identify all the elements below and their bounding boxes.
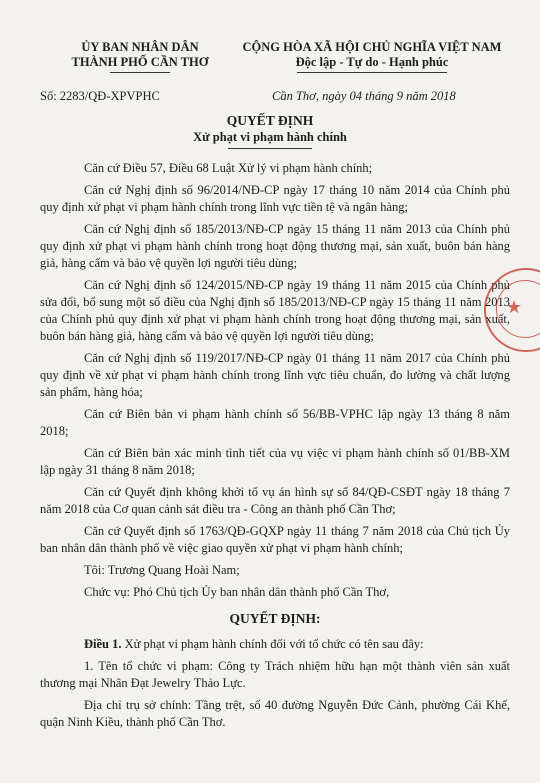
document-body [40, 160, 510, 736]
violator-name: 1. Tên tổ chức vi phạm: Công ty Trách nhiệm hữu hạn một thành viên sản xuất thương mại Nhân Đạt Jewelry Thảo Lực. [40, 659, 510, 690]
article-1 [40, 636, 510, 653]
document-title: QUYẾT ĐỊNH [226, 113, 314, 128]
country-name: CỘNG HÒA XÃ HỘI CHỦ NGHĨA VIỆT NAM [242, 40, 502, 54]
motto: Độc lập - Tự do - Hạnh phúc [295, 55, 449, 69]
subtitle-underline [228, 148, 312, 149]
document-date: Cần Thơ, ngày 04 tháng 9 năm 2018 [272, 89, 456, 103]
star-icon: ★ [506, 297, 523, 317]
document-number: Số: 2283/QĐ-XPVPHC [40, 89, 160, 103]
legal-basis-7: Căn cứ Biên bản xác minh tình tiết của vụ việc vi phạm hành chính số 01/BB-XM lập ngày 31 tháng 8 năm 2018; [40, 446, 510, 477]
signer-name: Tôi: Trương Quang Hoài Nam; [84, 563, 240, 577]
legal-basis-3: Căn cứ Nghị định số 185/2013/NĐ-CP ngày 15 tháng 11 năm 2013 của Chính phủ quy định xử phạt vi phạm hành chính trong hoạt động thương mại, sản xuất, buôn bán hàng giả, hàng cấm và bảo vệ quyền lợi người tiêu dùng; [40, 222, 510, 270]
motto-underline [297, 72, 447, 73]
legal-basis-9: Căn cứ Quyết định số 1763/QĐ-GQXP ngày 11 tháng 7 năm 2018 của Chủ tịch Ủy ban nhân dân thành phố về việc giao quyền xử phạt vi phạm hành chính; [40, 524, 510, 555]
authority-line-1: ỦY BAN NHÂN DÂN [81, 40, 199, 54]
legal-basis-5: Căn cứ Nghị định số 119/2017/NĐ-CP ngày 01 tháng 11 năm 2017 của Chính phủ quy định về xử phạt vi phạm hành chính trong lĩnh vực tiêu chuẩn, đo lường và chất lượng sản phẩm, hàng hóa; [40, 351, 510, 399]
authority-line-2: THÀNH PHỐ CẦN THƠ [71, 55, 209, 69]
legal-basis-6: Căn cứ Biên bản vi phạm hành chính số 56/BB-VPHC lập ngày 13 tháng 8 năm 2018; [40, 407, 510, 438]
article-1-text: Xử phạt vi phạm hành chính đối với tổ chức có tên sau đây: [121, 637, 424, 651]
authority-underline [110, 72, 170, 73]
signer-position: Chức vụ: Phó Chủ tịch Ủy ban nhân dân thành phố Cần Thơ, [84, 585, 390, 599]
legal-basis-2: Căn cứ Nghị định số 96/2014/NĐ-CP ngày 17 tháng 10 năm 2014 của Chính phủ quy định xử phạt vi phạm hành chính trong lĩnh vực tiền tệ và ngân hàng; [40, 183, 510, 214]
document-subtitle: Xử phạt vi phạm hành chính [193, 130, 347, 144]
decision-heading: QUYẾT ĐỊNH: [229, 611, 321, 626]
violator-address: Địa chỉ trụ sở chính: Tầng trệt, số 40 đường Nguyễn Đức Cảnh, phường Cái Khế, quận Ninh Kiều, thành phố Cần Thơ. [40, 698, 510, 729]
national-motto [222, 40, 522, 73]
article-1-label: Điều 1. [84, 637, 122, 651]
legal-basis-8: Căn cứ Quyết định không khởi tố vụ án hình sự số 84/QĐ-CSĐT ngày 18 tháng 7 năm 2018 của Cơ quan cảnh sát điều tra - Công an thành phố Cần Thơ; [40, 485, 510, 516]
issuing-authority [40, 40, 240, 73]
legal-basis-4: Căn cứ Nghị định số 124/2015/NĐ-CP ngày 19 tháng 11 năm 2015 của Chính phủ sửa đổi, bổ sung một số điều của Nghị định số 185/2013/NĐ-CP ngày 15 tháng 11 năm 2013 của Chính phủ quy định xử phạt vi phạm hành chính trong hoạt động thương mại, sản xuất, buôn bán hàng giả, hàng cấm và bảo vệ quyền lợi người tiêu dùng; [40, 278, 510, 343]
legal-basis-1: Căn cứ Điều 57, Điều 68 Luật Xử lý vi phạm hành chính; [84, 161, 373, 175]
